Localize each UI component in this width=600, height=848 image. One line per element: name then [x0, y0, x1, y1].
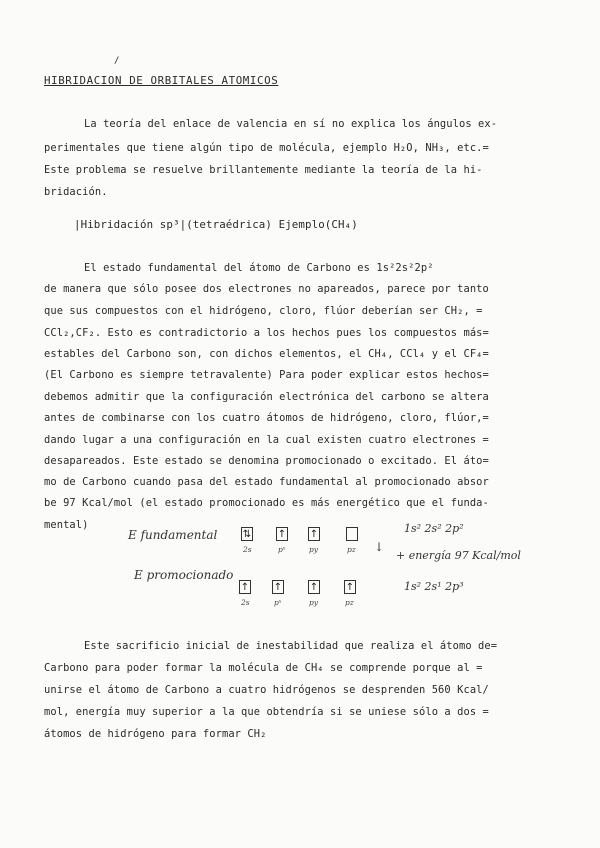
fundamental-box-py: ↑: [309, 529, 319, 540]
promocionado-sub-pz: pz: [345, 598, 354, 607]
fundamental-box-px: ↑: [277, 529, 287, 540]
fundamental-sub-pz: pz: [347, 545, 356, 554]
fundamental-sub-py: py: [309, 545, 319, 554]
closing-line-5: átomos de hidrógeno para formar CH₂: [44, 728, 267, 740]
promocionado-box-2s: ↑: [240, 582, 250, 593]
fundamental-sub-2s: 2s: [243, 545, 252, 554]
promocionado-config: 1s² 2s¹ 2p³: [404, 580, 464, 593]
body-line-4: CCl₂,CF₂. Esto es contradictorio a los hechos pues los compuestos más=: [44, 327, 489, 339]
body-line-1: El estado fundamental del átomo de Carbono es 1s²2s²2p²: [84, 262, 434, 274]
promocionado-box-py: ↑: [309, 582, 319, 593]
promocionado-sub-py: py: [309, 598, 319, 607]
promocionado-box-px: ↑: [273, 582, 283, 593]
body-line-8: antes de combinarse con los cuatro átomos de hidrógeno, cloro, flúor,=: [44, 412, 489, 424]
intro-line-3: Este problema se resuelve brillantemente mediante la teoría de la hi-: [44, 164, 483, 176]
body-line-11: mo de Carbono cuando pasa del estado fundamental al promocionado absor: [44, 476, 489, 488]
closing-line-4: mol, energía muy superior a la que obtendría si se uniese sólo a dos =: [44, 706, 489, 718]
fundamental-box-2s: ⇅: [242, 529, 252, 540]
title-mark: /: [114, 56, 120, 66]
body-line-5: estables del Carbono son, con dichos elementos, el CH₄, CCl₄ y el CF₄=: [44, 348, 489, 360]
closing-line-3: unirse el átomo de Carbono a cuatro hidrógenos se desprenden 560 Kcal/: [44, 684, 489, 696]
promocionado-sub-px: pˣ: [274, 598, 282, 607]
closing-line-2: Carbono para poder formar la molécula de CH₄ se comprende porque al =: [44, 662, 483, 674]
closing-line-1: Este sacrificio inicial de inestabilidad que realiza el átomo de=: [84, 640, 498, 652]
intro-line-2: perimentales que tiene algún tipo de molécula, ejemplo H₂O, NH₃, etc.=: [44, 142, 489, 154]
body-line-13: mental): [44, 519, 89, 531]
fundamental-config: 1s² 2s² 2p²: [404, 522, 464, 535]
promocionado-box-pz: ↑: [345, 582, 355, 593]
energy-note: + energía 97 Kcal/mol: [396, 549, 521, 562]
body-line-6: (El Carbono es siempre tetravalente) Para poder explicar estos hechos=: [44, 369, 489, 381]
fundamental-sub-px: pˣ: [278, 545, 286, 554]
body-line-2: de manera que sólo posee dos electrones no apareados, parece por tanto: [44, 283, 489, 295]
body-line-3: que sus compuestos con el hidrógeno, cloro, flúor deberían ser CH₂, =: [44, 305, 483, 317]
fundamental-box-pz: [346, 527, 358, 541]
down-arrow-icon: ↓: [374, 540, 385, 554]
fundamental-label: E fundamental: [128, 528, 218, 542]
body-line-10: desapareados. Este estado se denomina promocionado o excitado. El áto=: [44, 455, 489, 467]
promocionado-label: E promocionado: [134, 568, 234, 582]
promocionado-sub-2s: 2s: [241, 598, 250, 607]
section-heading: |Hibridación sp³|(tetraédrica) Ejemplo(CH₄): [74, 218, 358, 231]
body-line-12: be 97 Kcal/mol (el estado promocionado es más energético que el funda-: [44, 497, 489, 509]
body-line-7: debemos admitir que la configuración electrónica del carbono se altera: [44, 391, 489, 403]
page-title: HIBRIDACION DE ORBITALES ATOMICOS: [44, 74, 279, 87]
body-line-9: dando lugar a una configuración en la cual existen cuatro electrones =: [44, 434, 489, 446]
intro-line-4: bridación.: [44, 186, 108, 198]
intro-line-1: La teoría del enlace de valencia en sí no explica los ángulos ex-: [84, 118, 498, 130]
